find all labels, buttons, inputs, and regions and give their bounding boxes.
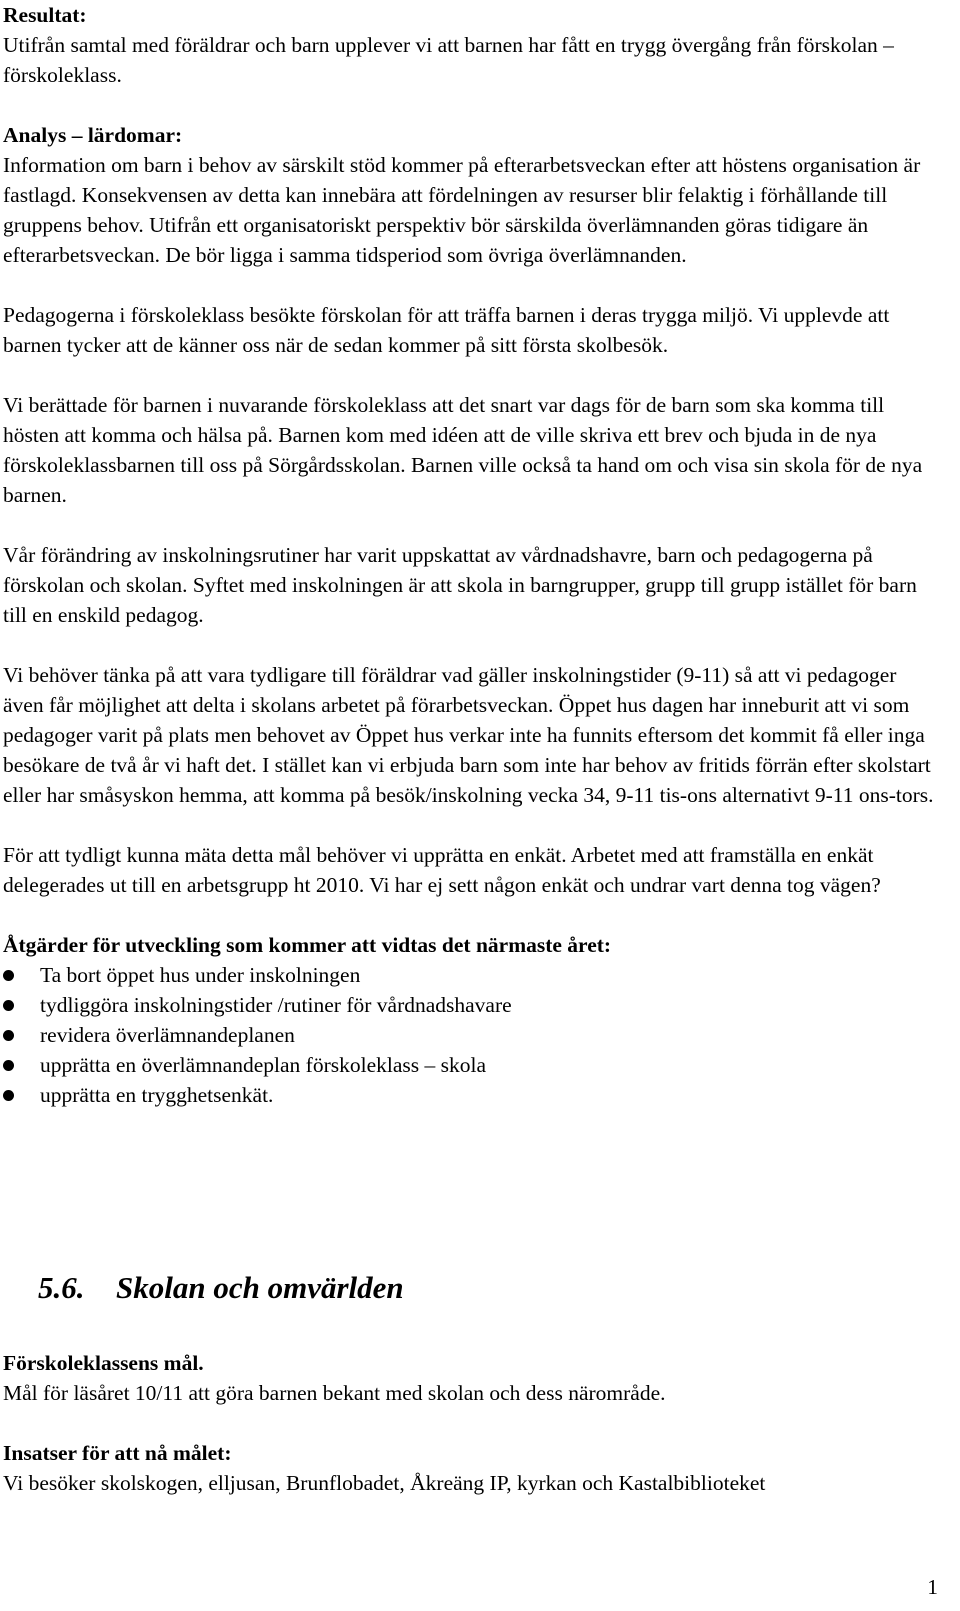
mal-section (3, 1348, 943, 1408)
analys-heading: Analys – lärdomar: (3, 123, 183, 147)
list-item-text: Ta bort öppet hus under inskolningen (40, 963, 361, 987)
list-item (3, 960, 943, 990)
bullet-icon (3, 1030, 14, 1041)
analys-section (3, 120, 943, 900)
section-title (38, 1268, 404, 1308)
bullet-icon (3, 1000, 14, 1011)
analys-paragraph: För att tydligt kunna mäta detta mål behöver vi upprätta en enkät. Arbetet med att framställa en enkät delegerades ut till en arbetsgrupp ht 2010. Vi har ej sett någon enkät och undrar vart denna tog vägen? (3, 843, 881, 897)
mal-heading: Förskoleklassens mål. (3, 1351, 204, 1375)
analys-paragraph: Vi berättade för barnen i nuvarande förskoleklass att det snart var dags för de barn som ska komma till hösten att komma och hälsa på. Barnen kom med idéen att de ville skriva ett brev och bjuda in de nya förskoleklassbarnen till oss på Sörgårdsskolan. Barnen ville också ta hand om och visa sin skola för de nya barnen. (3, 393, 923, 507)
section-title-text: Skolan och omvärlden (116, 1270, 404, 1305)
list-item (3, 990, 943, 1020)
insatser-heading: Insatser för att nå målet: (3, 1441, 232, 1465)
list-item-text: tydliggöra inskolningstider /rutiner för vårdnadshavare (40, 993, 512, 1017)
resultat-section (3, 0, 943, 90)
analys-paragraph: Vi behöver tänka på att vara tydligare till föräldrar vad gäller inskolningstider (9-11) så att vi pedagoger även får möjlighet att delta i skolans arbetet på förarbetsveckan. Öppet hus dagen har inneburit att vi som pedagoger varit på plats men behovet av Öppet hus verkar inte ha funnits eftersom det kommit få eller inga besökare de två år vi haft det. I stället kan vi erbjuda barn som inte har behov av fritids förrän efter skolstart eller har småsyskon hemma, att komma på besök/inskolning vecka 34, 9-11 tis-ons alternativt 9-11 ons-tors. (3, 663, 934, 807)
document-page (3, 0, 943, 1110)
section-number: 5.6. (38, 1270, 85, 1305)
atgarder-section (3, 930, 943, 1110)
list-item-text: revidera överlämnandeplanen (40, 1023, 295, 1047)
resultat-text: Utifrån samtal med föräldrar och barn upplever vi att barnen har fått en trygg övergång från förskolan – förskoleklass. (3, 33, 894, 87)
analys-paragraph: Information om barn i behov av särskilt stöd kommer på efterarbetsveckan efter att höstens organisation är fastlagd. Konsekvensen av detta kan innebära att fördelningen av resurser blir felaktig i förhållande till gruppens behov. Utifrån ett organisatoriskt perspektiv bör särskilda överlämnanden göras tidigare än efterarbetsveckan. De bör ligga i samma tidsperiod som övriga överlämnanden. (3, 153, 921, 267)
analys-paragraph: Pedagogerna i förskoleklass besökte förskolan för att träffa barnen i deras trygga miljö. Vi upplevde att barnen tycker att de känner oss när de sedan kommer på sitt första skolbesök. (3, 303, 890, 357)
insatser-text: Vi besöker skolskogen, elljusan, Brunflobadet, Åkreäng IP, kyrkan och Kastalbiblioteket (3, 1471, 766, 1495)
bullet-icon (3, 1090, 14, 1101)
bullet-icon (3, 1060, 14, 1071)
list-item-text: upprätta en trygghetsenkät. (40, 1083, 274, 1107)
list-item (3, 1020, 943, 1050)
bullet-icon (3, 970, 14, 981)
list-item (3, 1050, 943, 1080)
list-item-text: upprätta en överlämnandeplan förskoleklass – skola (40, 1053, 486, 1077)
atgarder-list (3, 960, 943, 1110)
resultat-heading: Resultat: (3, 3, 87, 27)
analys-paragraph: Vår förändring av inskolningsrutiner har varit uppskattat av vårdnadshavre, barn och pedagogerna på förskolan och skolan. Syftet med inskolningen är att skola in barngrupper, grupp till grupp istället för barn till en enskild pedagog. (3, 543, 917, 627)
atgarder-heading: Åtgärder för utveckling som kommer att vidtas det närmaste året: (3, 933, 612, 957)
insatser-section (3, 1438, 943, 1498)
mal-text: Mål för läsåret 10/11 att göra barnen bekant med skolan och dess närområde. (3, 1381, 666, 1405)
lower-section (3, 1348, 943, 1498)
page-number: 1 (927, 1575, 938, 1599)
list-item (3, 1080, 943, 1110)
